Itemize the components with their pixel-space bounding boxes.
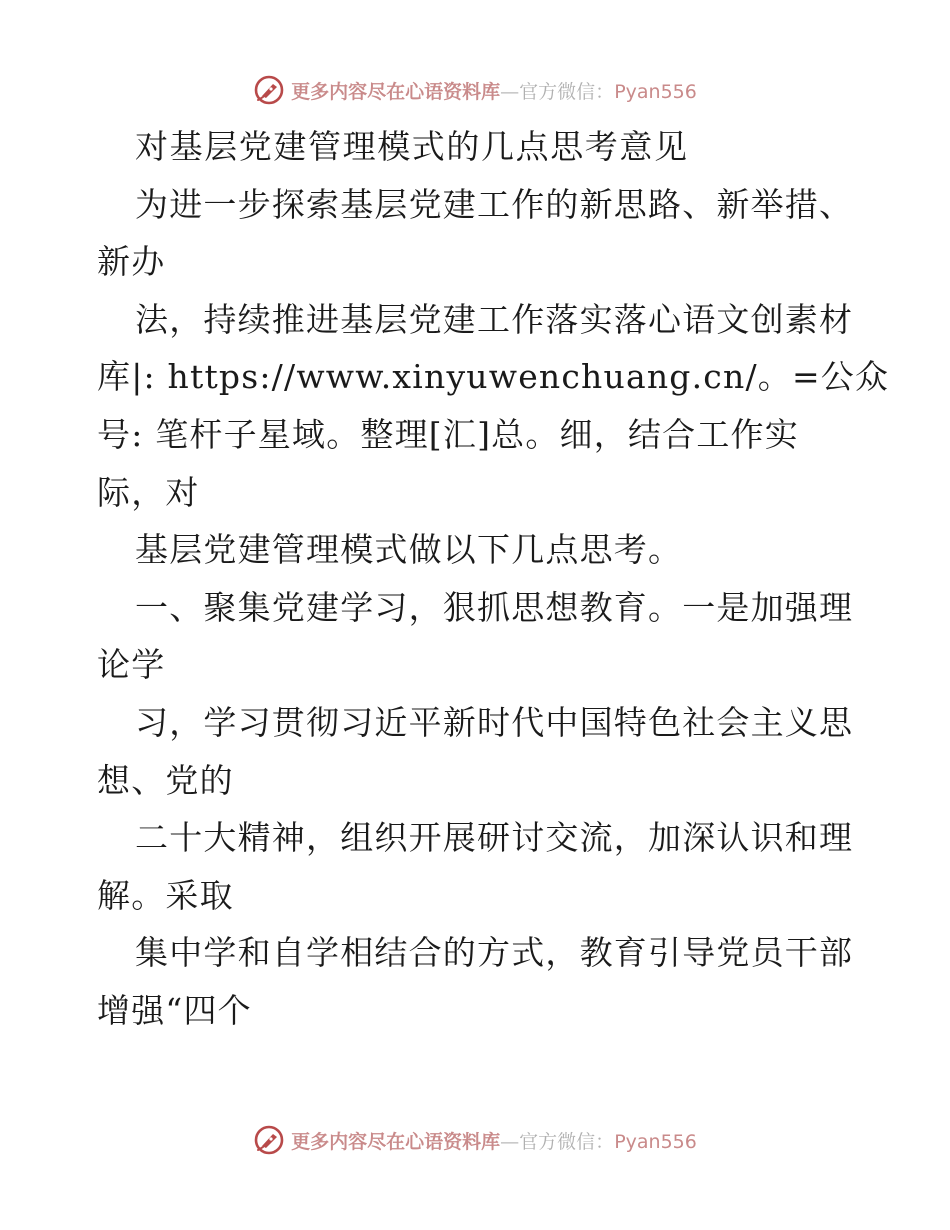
paragraph-line: 二十大精神，组织开展研讨交流，加深认识和理: [135, 818, 854, 858]
watermark-contact-label: 官方微信：: [519, 80, 615, 103]
watermark-contact-id: Pyan556: [614, 80, 697, 103]
watermark-contact-id: Pyan556: [614, 1130, 697, 1153]
pen-nib-circle-icon: [253, 74, 285, 106]
paragraph-line: 解。采取: [97, 875, 234, 915]
watermark-site-name: 更多内容尽在心语资料库: [291, 1130, 501, 1153]
paragraph-line: 法，持续推进基层党建工作落实落心语文创素材: [135, 299, 854, 339]
watermark-text: [291, 77, 697, 104]
paragraph-line: 库|: https://www.xinyuwenchuang.cn/。=公众: [97, 357, 890, 397]
watermark-site-name: 更多内容尽在心语资料库: [291, 80, 501, 103]
document-title: 对基层党建管理模式的几点思考意见: [135, 127, 689, 166]
footer-watermark: [0, 1120, 950, 1160]
paragraph-line: 增强“四个: [97, 990, 252, 1030]
watermark-dash: —: [500, 1130, 520, 1153]
paragraph-line: 新办: [97, 242, 166, 282]
paragraph-line: 际，对: [97, 472, 200, 512]
paragraph-line: 一、聚集党建学习，狠抓思想教育。一是加强理: [135, 587, 854, 627]
paragraph-line: 集中学和自学相结合的方式，教育引导党员干部: [135, 933, 854, 973]
paragraph-line: 基层党建管理模式做以下几点思考。: [135, 530, 683, 570]
paragraph-line: 号: 笔杆子星域。整理[汇]总。细，结合工作实: [97, 414, 799, 454]
paragraph-line: 习，学习贯彻习近平新时代中国特色社会主义思: [135, 702, 854, 742]
paragraph-line: 论学: [97, 645, 166, 685]
paragraph-line: 为进一步探索基层党建工作的新思路、新举措、: [135, 184, 854, 224]
header-watermark: [0, 70, 950, 110]
document-body: [97, 118, 890, 1040]
watermark-text: [291, 1127, 697, 1154]
paragraph-line: 想、党的: [97, 760, 234, 800]
watermark-dash: —: [500, 80, 520, 103]
pen-nib-circle-icon: [253, 1124, 285, 1156]
watermark-contact-label: 官方微信：: [519, 1130, 615, 1153]
